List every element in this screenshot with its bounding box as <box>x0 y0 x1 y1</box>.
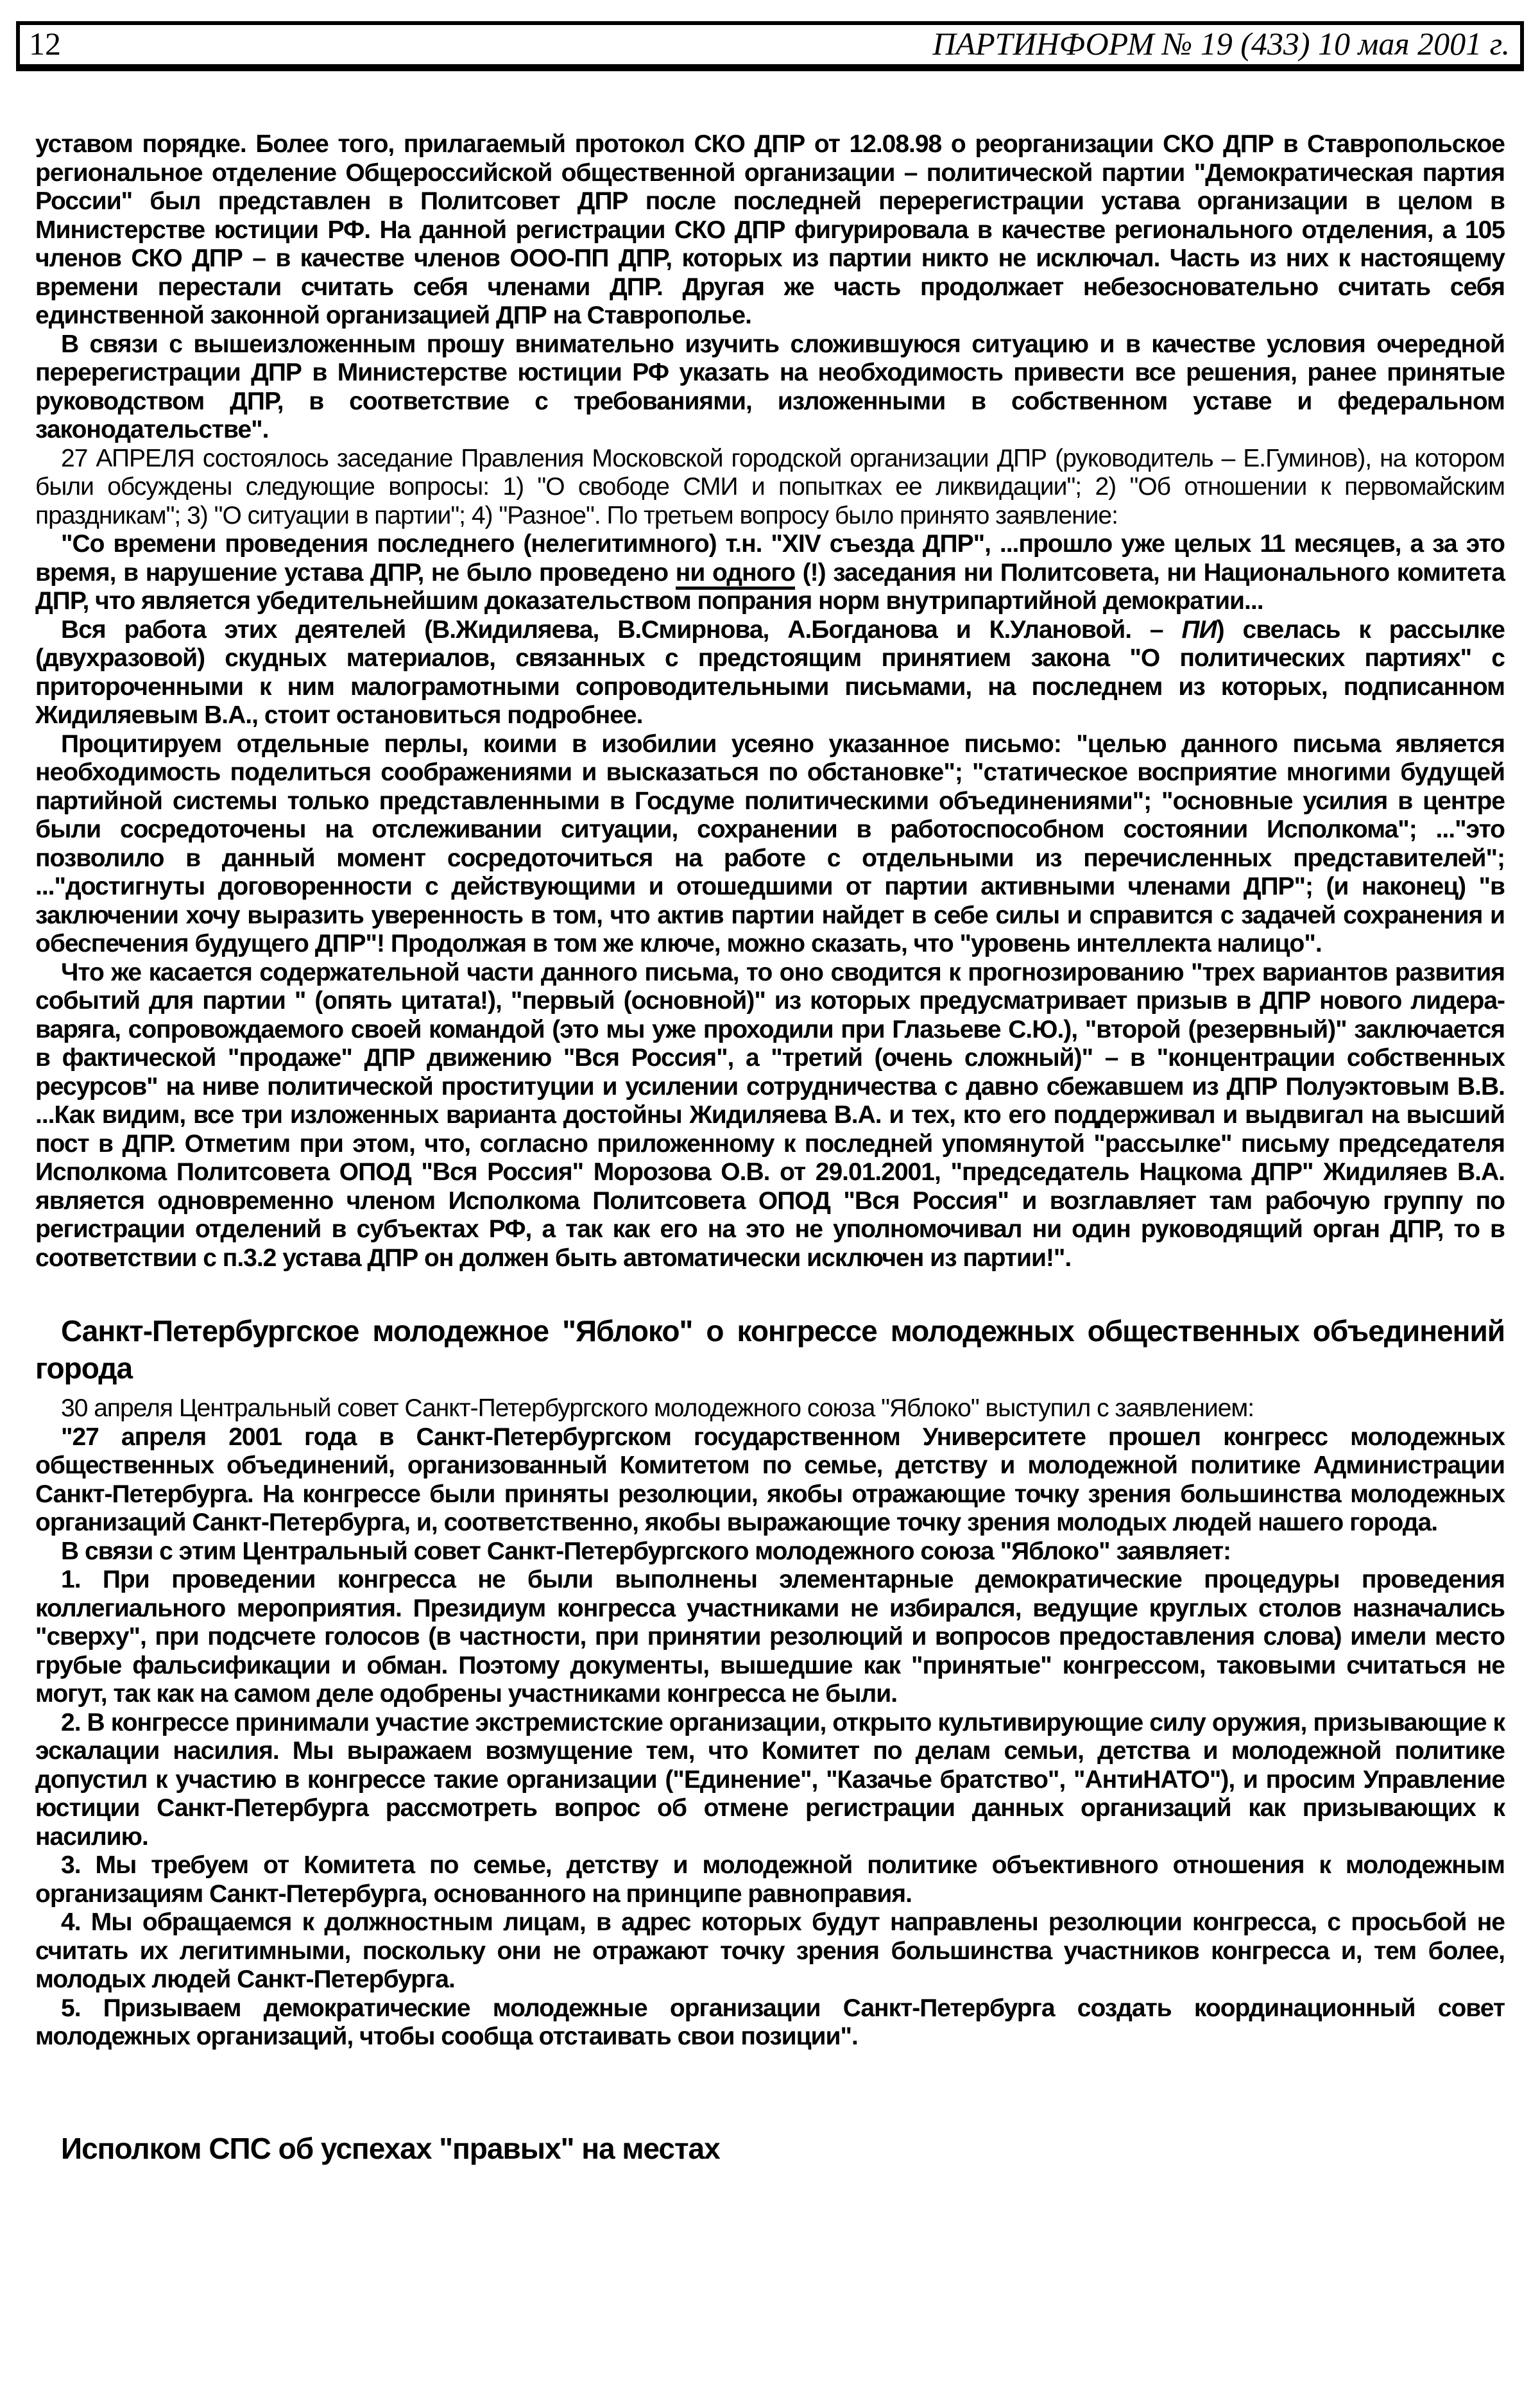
page-number: 12 <box>29 25 61 62</box>
paragraph: В связи с этим Центральный совет Санкт-Петербургского молодежного союза "Яблоко" заявляет: <box>61 1537 1231 1565</box>
paragraph <box>35 530 1505 616</box>
underlined-text: ни одного <box>676 559 795 590</box>
paragraph-text: ) свелась к рассылке (двухразовой) скудных материалов, связанных с предстоящим принятием закона "О политических партиях" с притороченными к ним малограмотными сопроводительными письмами, на последнем из которых, подписанном Жидиляевым В.А., стоит остановиться подробнее. <box>35 615 1505 729</box>
paragraph: 4. Мы обращаемся к должностным лицам, в адрес которых будут направлены резолюции конгресса, с просьбой не считать их легитимными, поскольку они не отражают точку зрения большинства участников конгресса и, тем более, молодых людей Санкт-Петербурга. <box>35 1908 1505 1993</box>
paragraph: 3. Мы требуем от Комитета по семье, детству и молодежной политике объективного отношения к молодежным организациям Санкт-Петербурга, основанного на принципе равноправия. <box>35 1851 1505 1908</box>
paragraph: "27 апреля 2001 года в Санкт-Петербургском государственном Университете прошел конгресс молодежных общественных объединений, организованный Комитетом по семье, детству и молодежной политике Администрации Санкт-Петербурга. На конгрессе были приняты резолюции, якобы отражающие точку зрения большинства молодежных организаций Санкт-Петербурга, и, соответственно, якобы выражающие точку зрения молодых людей нашего города. <box>35 1423 1505 1536</box>
paragraph-text: "Со времени проведения последнего (нелегитимного) т.н. "XIV съезда ДПР", ...прошло уже целых 11 месяцев, а за это время, в нарушение устава ДПР, не было проведено <box>35 530 1505 587</box>
paragraph: В связи с вышеизложенным прошу внимательно изучить сложившуюся ситуацию и в качестве условия очередной перерегистрации ДПР в Министерстве юстиции РФ указать на необходимость привести все решения, ранее принятые руководством ДПР, в соответствие с требованиями, изложенными в собственном уставе и федеральном законодательстве". <box>35 330 1505 443</box>
paragraph: 30 апреля Центральный совет Санкт-Петербургского молодежного союза "Яблоко" выступил с заявлением: <box>61 1394 1254 1422</box>
paragraph-text: Вся работа этих деятелей (В.Жидиляева, В.Смирнова, А.Богданова и К.Улановой. – <box>61 615 1182 644</box>
page-content <box>35 130 1505 2167</box>
page-header <box>16 21 1524 71</box>
paragraph: Процитируем отдельные перлы, коими в изобилии усеяно указанное письмо: "целью данного письма является необходимость поделиться соображениями и высказаться по обстановке"; "статическое восприятие многими будущей партийной системы только представленными в Госдуме политическими объединениями"; "основные усилия в центре были сосредоточены на отслеживании ситуации, сохранении в работоспособном состоянии Исполкома"; ..."это позволило в данный момент сосредоточиться на работе с отдельными из перечисленных представителей"; ..."достигнуты договоренности с действующими и отошедшими от партии активными членами ДПР"; (и наконец) "в заключении хочу выразить уверенность в том, что актив партии найдет в себе силы и справится с задачей сохранения и обеспечения будущего ДПР"! Продолжая в том же ключе, можно сказать, что "уровень интеллекта налицо". <box>35 730 1505 957</box>
section-heading: Санкт-Петербургское молодежное "Яблоко" о конгрессе молодежных общественных объединений города <box>35 1314 1505 1385</box>
editorial-abbreviation: ПИ <box>1181 615 1217 644</box>
paragraph <box>35 616 1505 730</box>
paragraph: 5. Призываем демократические молодежные организации Санкт-Петербурга создать координационный совет молодежных организаций, чтобы сообща отстаивать свои позиции". <box>35 1994 1505 2050</box>
paragraph: 2. В конгрессе принимали участие экстремистские организации, открыто культивирующие силу оружия, призывающие к эскалации насилия. Мы выражаем возмущение тем, что Комитет по делам семьи, детства и молодежной политике допустил к участию в конгрессе такие организации ("Единение", "Казачье братство", "АнтиНАТО"), и просим Управление юстиции Санкт-Петербурга рассмотреть вопрос об отмене регистрации данных организаций как призывающих к насилию. <box>35 1708 1505 1851</box>
section-heading: Исполком СПС об успехах "правых" на местах <box>61 2131 720 2165</box>
paragraph: 1. При проведении конгресса не были выполнены элементарные демократические процедуры проведения коллегиального мероприятия. Президиум конгресса участниками не избирался, ведущие круглых столов назначались "сверху", при подсчете голосов (в частности, при принятии резолюций и вопросов предоставления слова) имели место грубые фальсификации и обман. Поэтому документы, вышедшие как "принятые" конгрессом, таковыми считаться не могут, так как на самом деле одобрены участниками конгресса не были. <box>35 1566 1505 1708</box>
paragraph: 27 АПРЕЛЯ состоялось заседание Правления Московской городской организации ДПР (руководитель – Е.Гуминов), на котором были обсуждены следующие вопросы: 1) "О свободе СМИ и попытках ее ликвидации"; 2) "Об отношении к первомайским праздникам"; 3) "О ситуации в партии"; 4) "Разное". По третьем вопросу было принято заявление: <box>35 444 1505 529</box>
journal-title: ПАРТИНФОРМ № 19 (433) 10 мая 2001 г. <box>932 25 1510 62</box>
paragraph: уставом порядке. Более того, прилагаемый протокол СКО ДПР от 12.08.98 о реорганизации СКО ДПР в Ставропольское региональное отделение Общероссийской общественной организации – политической партии "Демократическая партия России" был представлен в Политсовет ДПР после последней перерегистрации устава организации в целом в Министерстве юстиции РФ. На данной регистрации СКО ДПР фигурировала в качестве регионального отделения, а 105 членов СКО ДПР – в качестве членов ООО-ПП ДПР, которых из партии никто не исключал. Часть из них к настоящему времени перестали считать себя членами ДПР. Другая же часть продолжает небезосновательно считать себя единственной законной организацией ДПР на Ставрополье. <box>35 130 1505 329</box>
paragraph-text: (!) заседания ни Политсовета, ни Национального комитета ДПР, что является убедительнейшим доказательством попрания норм внутрипартийной демократии... <box>35 558 1505 615</box>
paragraph: Что же касается содержательной части данного письма, то оно сводится к прогнозированию "трех вариантов развития событий для партии " (опять цитата!), "первый (основной)" из которых предусматривает призыв в ДПР нового лидера-варяга, сопровождаемого своей командой (это мы уже проходили при Глазьеве С.Ю.), "второй (резервный)" заключается в фактической "продаже" ДПР движению "Вся Россия", а "третий (очень сложный)" – в "концентрации собственных ресурсов" на ниве политической проституции и усилении сотрудничества с давно сбежавшем из ДПР Полуэктовым В.В. ...Как видим, все три изложенных варианта достойны Жидиляева В.А. и тех, кто его поддерживал и выдвигал на высший пост в ДПР. Отметим при этом, что, согласно приложенному к последней упомянутой "рассылке" письму председателя Исполкома Политсовета ОПОД "Вся Россия" Морозова О.В. от 29.01.2001, "председатель Нацкома ДПР" Жидиляев В.А. является одновременно членом Исполкома Политсовета ОПОД "Вся Россия" и возглавляет там рабочую группу по регистрации отделений в субъектах РФ, а так как его на это не уполномочивал ни один руководящий орган ДПР, то в соответствии с п.3.2 устава ДПР он должен быть автоматически исключен из партии!". <box>35 958 1505 1272</box>
